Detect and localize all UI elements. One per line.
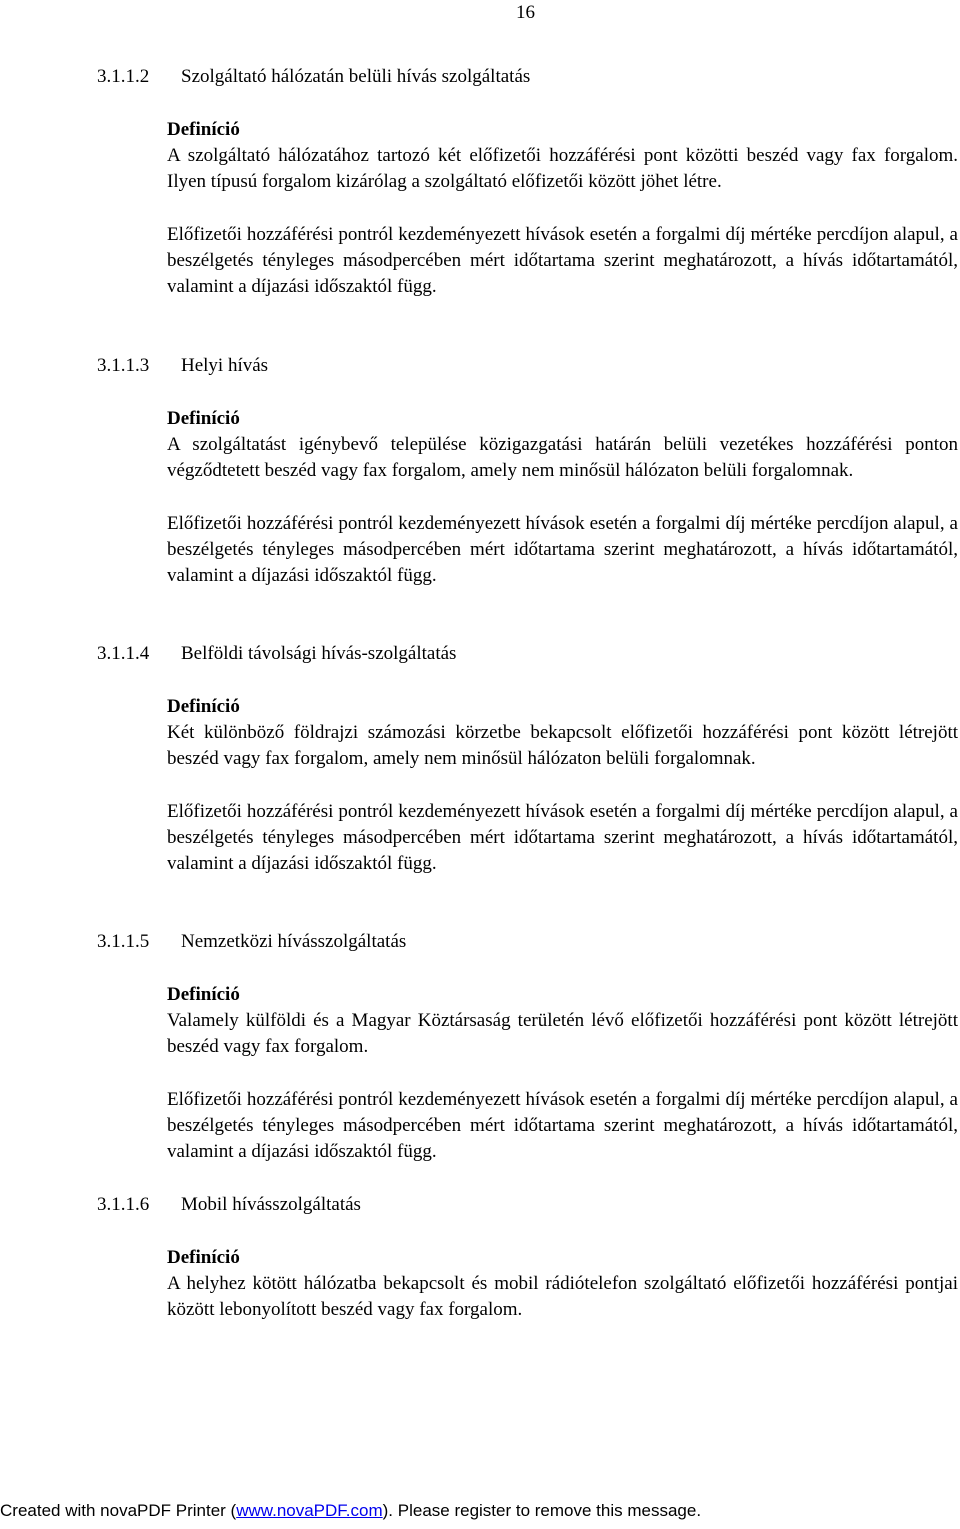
section-3-1-1-5 (97, 931, 959, 1165)
definition-text: Két különböző földrajzi számozási körzetbe bekapcsolt előfizetői hozzáférési pont között létrejött beszéd vagy fax forgalom, amely nem minősül hálózaton belüli forgalomnak. (167, 722, 958, 770)
section-title: Helyi hívás (181, 355, 269, 376)
section-heading (97, 355, 959, 377)
section-3-1-1-3 (97, 355, 959, 589)
section-number: 3.1.1.4 (97, 643, 150, 664)
pricing-text: Előfizetői hozzáférési pontról kezdeményezett hívások esetén a forgalmi díj mértéke percdíjon alapul, a beszélgetés tényleges másodpercében mért időtartama szerint meghatározott, a hívás időtartamától, valamint a díjazási időszaktól függ. (167, 1088, 958, 1163)
section-body (167, 406, 958, 589)
section-number: 3.1.1.3 (97, 355, 150, 376)
definition-title: Definíció (167, 119, 240, 140)
pricing-text: Előfizetői hozzáférési pontról kezdeményezett hívások esetén a forgalmi díj mértéke percdíjon alapul, a beszélgetés tényleges másodpercében mért időtartama szerint meghatározott, a hívás időtartamától, valamint a díjazási időszaktól függ. (167, 223, 958, 298)
section-title: Szolgáltató hálózatán belüli hívás szolgáltatás (181, 66, 531, 87)
definition-text: A helyhez kötött hálózatba bekapcsolt és mobil rádiótelefon szolgáltató előfizetői hozzáférési pontjai között lebonyolított beszéd vagy fax forgalom. (167, 1273, 958, 1321)
section-number: 3.1.1.5 (97, 931, 150, 952)
section-number: 3.1.1.2 (97, 66, 150, 87)
page-number: 16 (516, 2, 535, 23)
definition-title: Definíció (167, 1247, 240, 1268)
definition-text: A szolgáltatást igénybevő települése közigazgatási határán belüli vezetékes hozzáférési ponton végződtetett beszéd vagy fax forgalom, amely nem minősül hálózaton belüli forgalomnak. (167, 434, 958, 482)
footer-watermark (0, 1500, 960, 1522)
section-title: Nemzetközi hívásszolgáltatás (181, 931, 407, 952)
definition-text: Valamely külföldi és a Magyar Köztársaság területén lévő előfizetői hozzáférési pont között létrejött beszéd vagy fax forgalom. (167, 1010, 958, 1058)
section-heading (97, 643, 959, 665)
section-body (167, 694, 958, 877)
section-heading (97, 1194, 959, 1216)
definition-text: A szolgáltató hálózatához tartozó két előfizetői hozzáférési pont közötti beszéd vagy fax forgalom. Ilyen típusú forgalom kizárólag a szolgáltató előfizetői között jöhet létre. (167, 145, 958, 193)
definition-title: Definíció (167, 696, 240, 717)
section-heading (97, 931, 959, 953)
section-3-1-1-6 (97, 1194, 959, 1324)
footer-suffix: ). Please register to remove this message. (382, 1501, 702, 1520)
pricing-text: Előfizetői hozzáférési pontról kezdeményezett hívások esetén a forgalmi díj mértéke percdíjon alapul, a beszélgetés tényleges másodpercében mért időtartama szerint meghatározott, a hívás időtartamától, valamint a díjazási időszaktól függ. (167, 800, 958, 875)
section-3-1-1-2 (97, 66, 959, 300)
definition-title: Definíció (167, 408, 240, 429)
section-3-1-1-4 (97, 643, 959, 877)
pricing-text: Előfizetői hozzáférési pontról kezdeményezett hívások esetén a forgalmi díj mértéke percdíjon alapul, a beszélgetés tényleges másodpercében mért időtartama szerint meghatározott, a hívás időtartamától, valamint a díjazási időszaktól függ. (167, 512, 958, 587)
section-body (167, 117, 958, 300)
section-body (167, 1245, 958, 1324)
section-number: 3.1.1.6 (97, 1194, 150, 1215)
section-body (167, 982, 958, 1165)
section-title: Mobil hívásszolgáltatás (181, 1194, 361, 1215)
section-heading (97, 66, 959, 88)
footer-prefix: Created with novaPDF Printer ( (0, 1501, 237, 1520)
section-title: Belföldi távolsági hívás-szolgáltatás (181, 643, 457, 664)
definition-title: Definíció (167, 984, 240, 1005)
footer-link[interactable]: www.novaPDF.com (236, 1501, 383, 1520)
